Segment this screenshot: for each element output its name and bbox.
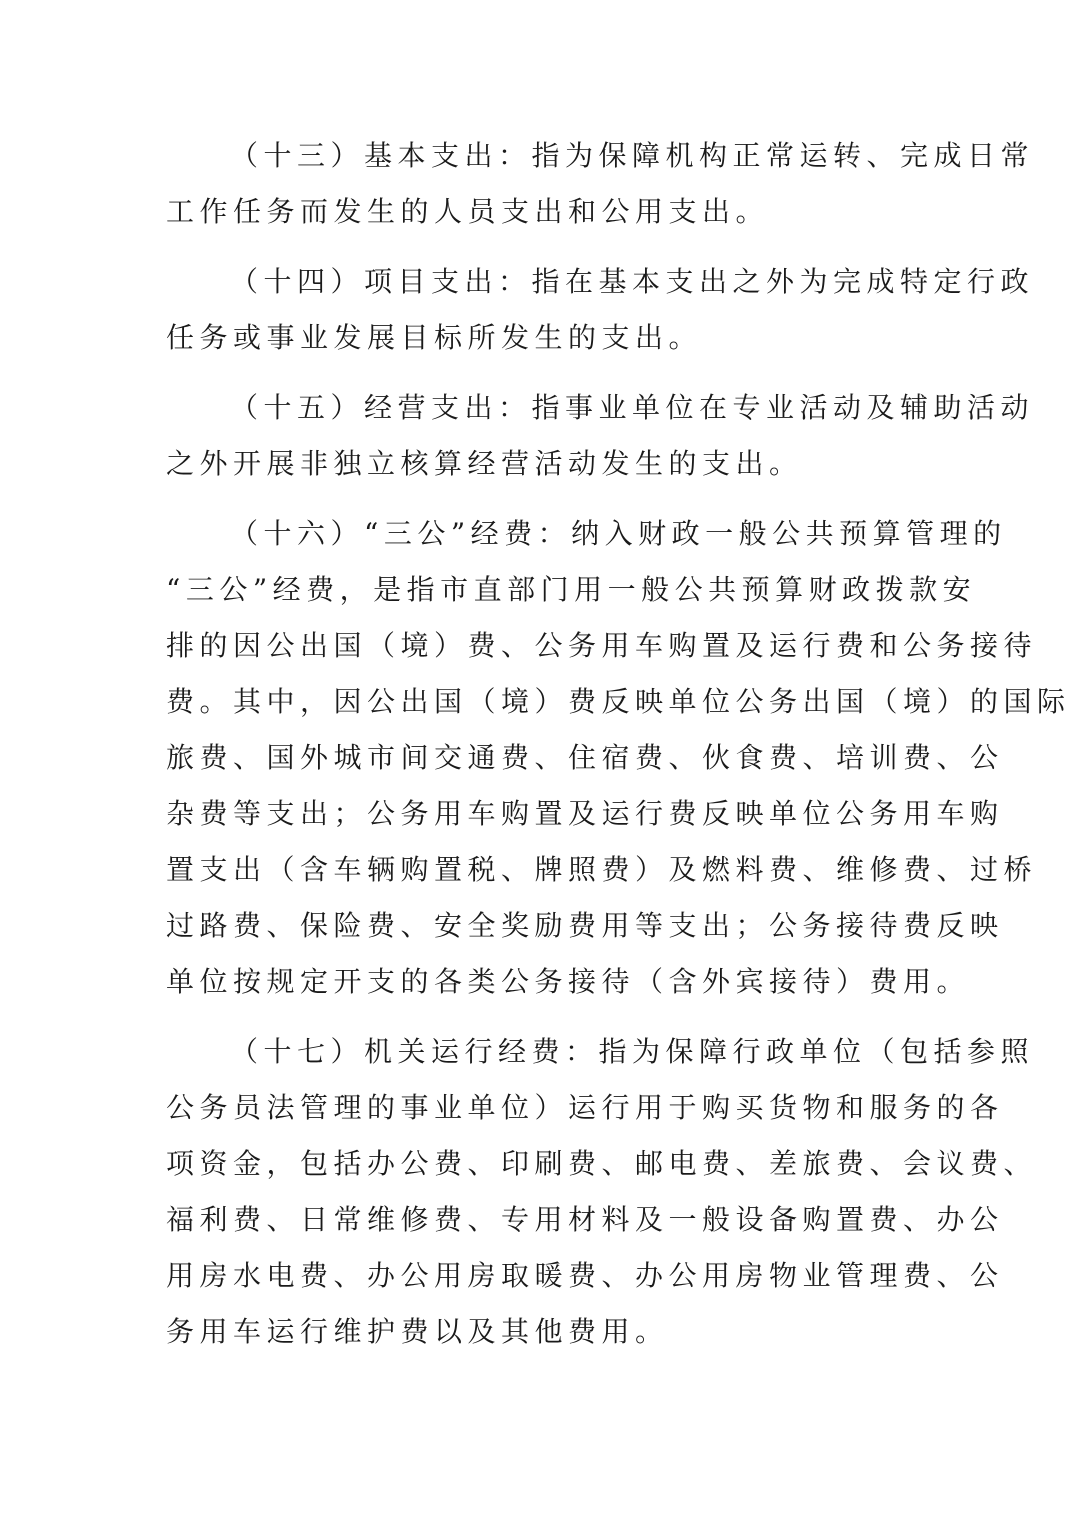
paragraph-line: 旅费、国外城市间交通费、住宿费、伙食费、培训费、公 — [166, 741, 1004, 774]
paragraph-line: 公务员法管理的事业单位）运行用于购买货物和服务的各 — [166, 1091, 1004, 1124]
paragraph-line: 过路费、保险费、安全奖励费用等支出；公务接待费反映 — [166, 909, 1004, 942]
paragraph-line: 务用车运行维护费以及其他费用。 — [166, 1315, 669, 1348]
paragraph-line: “三公”经费，是指市直部门用一般公共预算财政拨款安 — [166, 573, 977, 606]
paragraph-line: （十三）基本支出：指为保障机构正常运转、完成日常 — [230, 139, 1035, 172]
paragraph-line: 费。其中，因公出国（境）费反映单位公务出国（境）的国际 — [166, 685, 1071, 718]
paragraph-line: 之外开展非独立核算经营活动发生的支出。 — [166, 447, 803, 480]
paragraph-operating-expenditure — [166, 380, 1035, 492]
paragraph-basic-expenditure — [166, 128, 1035, 240]
paragraph-line: 排的因公出国（境）费、公务用车购置及运行费和公务接待 — [166, 629, 1038, 662]
paragraph-project-expenditure — [166, 254, 1035, 366]
paragraph-line: 任务或事业发展目标所发生的支出。 — [166, 321, 703, 354]
paragraph-line: 用房水电费、办公用房取暖费、办公用房物业管理费、公 — [166, 1259, 1004, 1292]
paragraph-line: 福利费、日常维修费、专用材料及一般设备购置费、办公 — [166, 1203, 1004, 1236]
paragraph-line: （十六）“三公”经费：纳入财政一般公共预算管理的 — [230, 517, 1007, 550]
paragraph-line: （十七）机关运行经费：指为保障行政单位（包括参照 — [230, 1035, 1035, 1068]
paragraph-line: 单位按规定开支的各类公务接待（含外宾接待）费用。 — [166, 965, 971, 998]
paragraph-three-public-expenses — [166, 506, 1071, 1010]
paragraph-agency-operating-funds — [166, 1024, 1038, 1360]
paragraph-line: 项资金，包括办公费、印刷费、邮电费、差旅费、会议费、 — [166, 1147, 1038, 1180]
document-body — [166, 128, 1071, 1374]
paragraph-line: 置支出（含车辆购置税、牌照费）及燃料费、维修费、过桥 — [166, 853, 1038, 886]
paragraph-line: （十四）项目支出：指在基本支出之外为完成特定行政 — [230, 265, 1035, 298]
paragraph-line: （十五）经营支出：指事业单位在专业活动及辅助活动 — [230, 391, 1035, 424]
paragraph-line: 工作任务而发生的人员支出和公用支出。 — [166, 195, 770, 228]
paragraph-line: 杂费等支出；公务用车购置及运行费反映单位公务用车购 — [166, 797, 1004, 830]
